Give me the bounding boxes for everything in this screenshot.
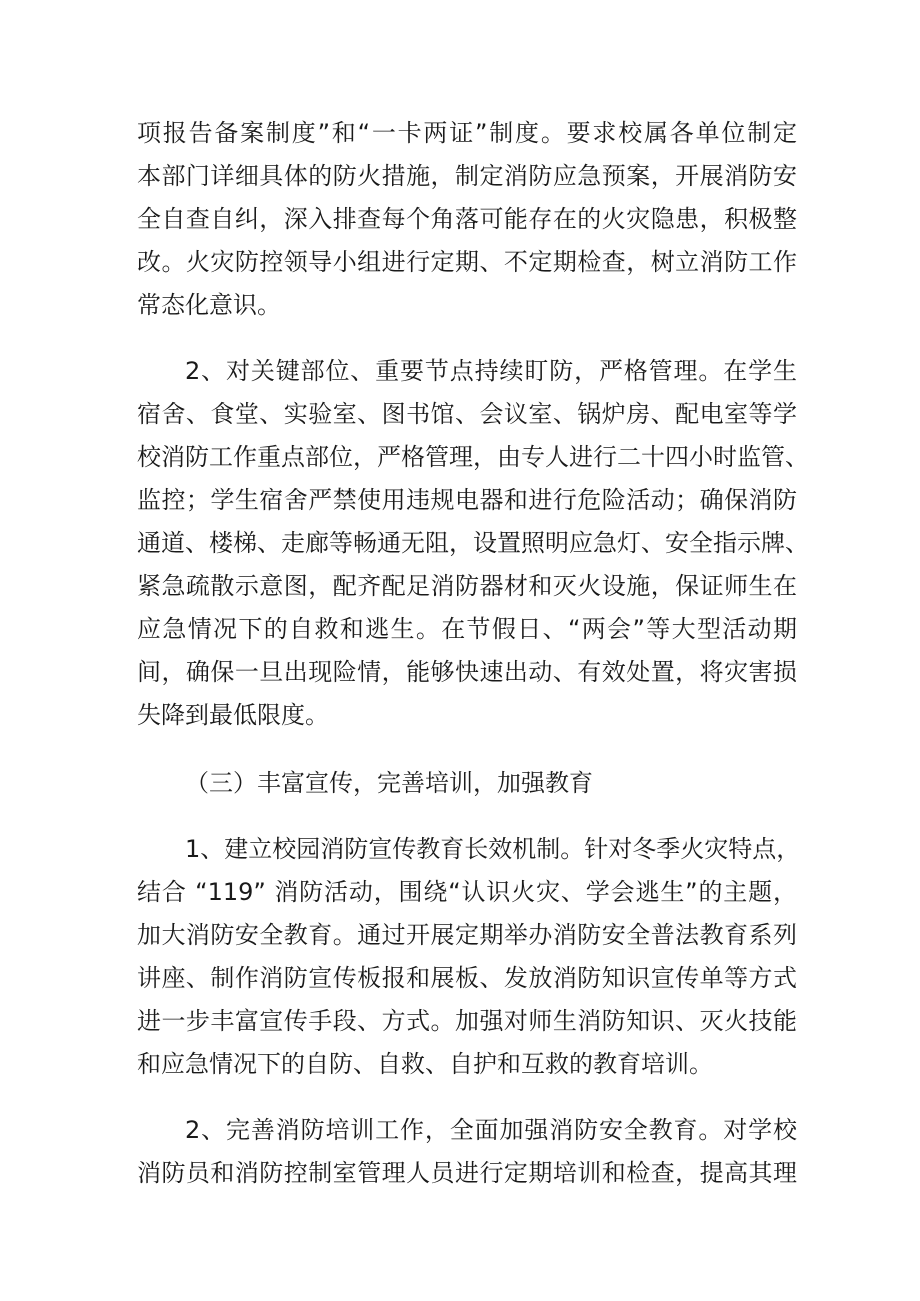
paragraph-line: 校消防工作重点部位，严格管理，由专人进行二十四小时监管、 [137, 443, 809, 471]
paragraph-line: 常态化意识。 [137, 291, 281, 319]
paragraph-line: 宿舍、食堂、实验室、图书馆、会议室、锅炉房、配电室等学 [137, 400, 797, 428]
paragraph-line: 通道、楼梯、走廊等畅通无阻，设置照明应急灯、安全指示牌、 [137, 529, 809, 557]
paragraph-line: 本部门详细具体的防火措施，制定消防应急预案，开展消防安 [137, 162, 797, 190]
paragraph-line: 消防员和消防控制室管理人员进行定期培训和检查，提高其理 [137, 1159, 797, 1187]
paragraph-line: 改。火灾防控领导小组进行定期、不定期检查，树立消防工作 [137, 248, 797, 276]
paragraph-line: 失降到最低限度。 [137, 701, 329, 729]
paragraph-line: 紧急疏散示意图，配齐配足消防器材和灭火设施，保证师生在 [137, 572, 797, 600]
paragraph-line: 1、建立校园消防宣传教育长效机制。针对冬季火灾特点， [185, 835, 801, 863]
paragraph-line: 2、完善消防培训工作，全面加强消防安全教育。对学校 [185, 1116, 797, 1144]
paragraph-line: 间，确保一旦出现险情，能够快速出动、有效处置，将灾害损 [137, 658, 797, 686]
paragraph-line: 讲座、制作消防宣传板报和展板、发放消防知识宣传单等方式 [137, 964, 797, 992]
paragraph-line: 全自查自纠，深入排查每个角落可能存在的火灾隐患，积极整 [137, 205, 797, 233]
paragraph-line: 进一步丰富宣传手段、方式。加强对师生消防知识、灭火技能 [137, 1007, 797, 1035]
paragraph-line: 项报告备案制度”和“一卡两证”制度。要求校属各单位制定 [137, 119, 797, 147]
paragraph-line: 结合 “119” 消防活动，围绕“认识火灾、学会逃生”的主题， [137, 878, 797, 906]
paragraph-line: 加大消防安全教育。通过开展定期举办消防安全普法教育系列 [137, 921, 797, 949]
section-heading: （三）丰富宣传，完善培训，加强教育 [185, 769, 593, 797]
paragraph-line: 和应急情况下的自防、自救、自护和互救的教育培训。 [137, 1050, 713, 1078]
paragraph-line: 应急情况下的自救和逃生。在节假日、“两会”等大型活动期 [137, 615, 797, 643]
paragraph-line: 监控；学生宿舍严禁使用违规电器和进行危险活动；确保消防 [137, 486, 797, 514]
paragraph-line: 2、对关键部位、重要节点持续盯防，严格管理。在学生 [185, 357, 797, 385]
